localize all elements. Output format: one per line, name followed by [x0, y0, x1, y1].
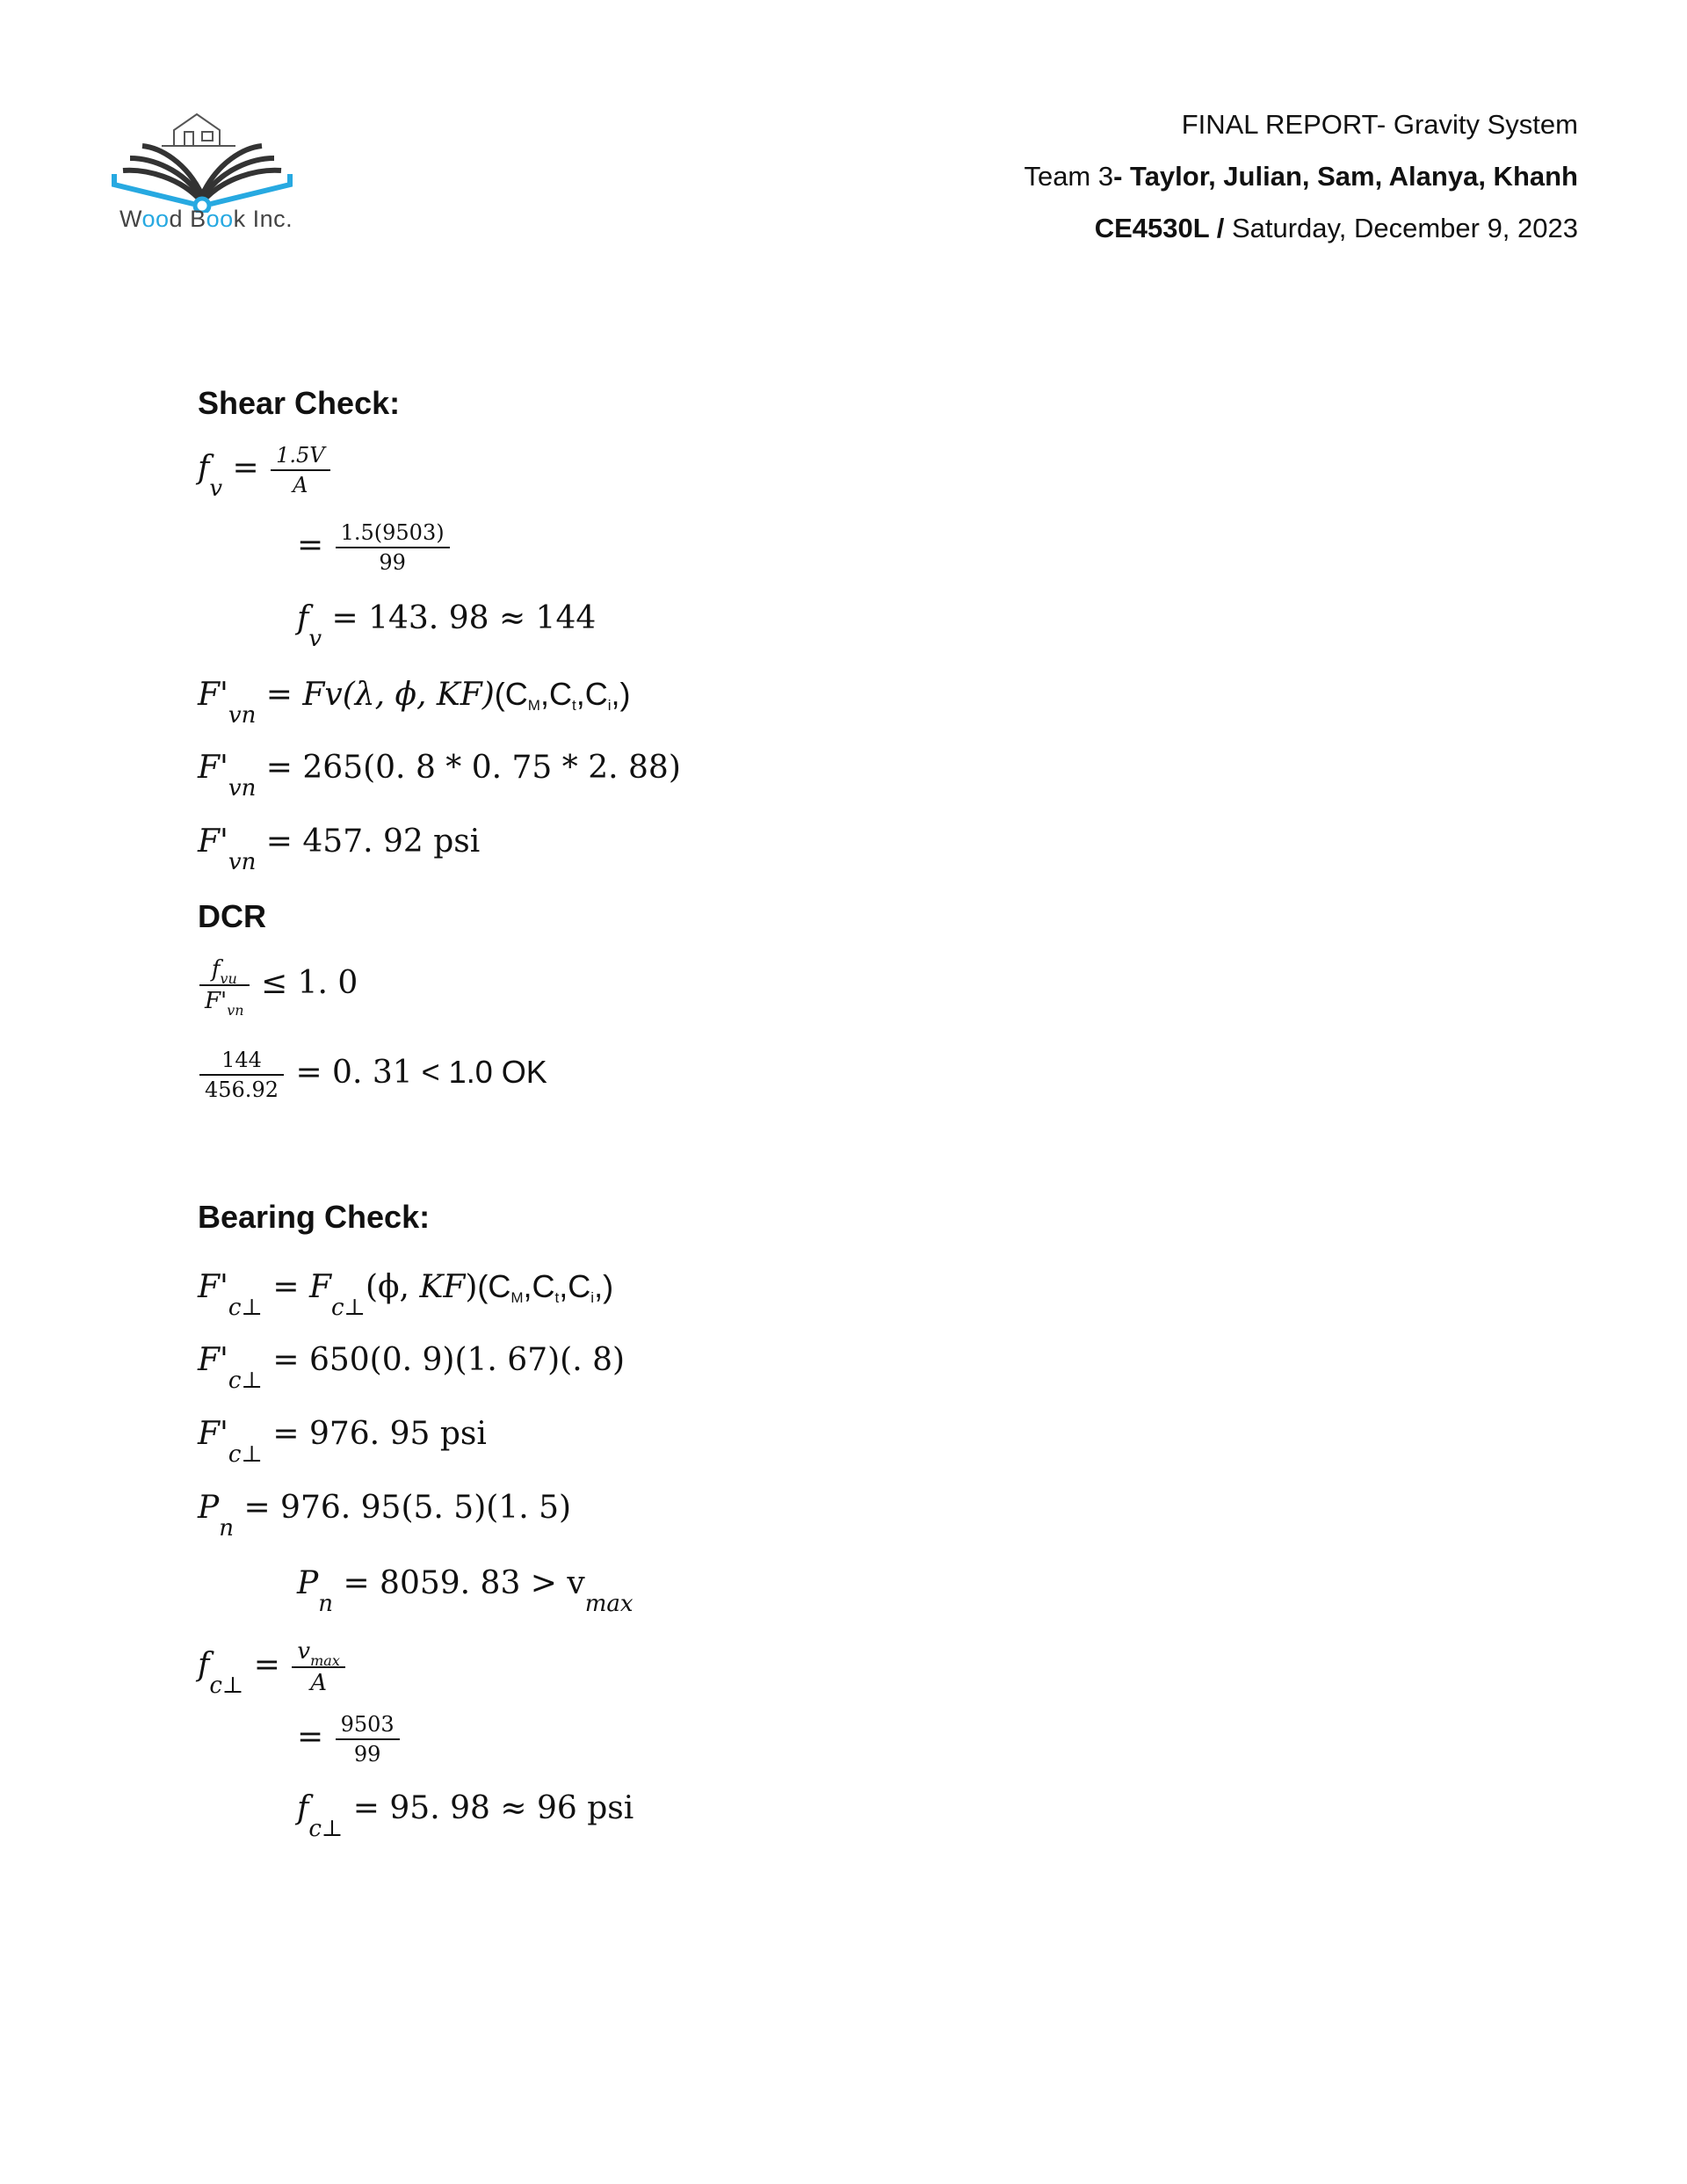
- fvn-formula: $F'_{vn} = Fv(\lambda$, ϕ, KF)(CM,Ct,Ci,): [198, 676, 631, 729]
- fc-formula: $F'_{c\perp} = F_{c\perp}(\phi$, KF)(CM,Ct,Ci,): [198, 1268, 614, 1321]
- team-line: Team 3- Taylor, Julian, Sam, Alanya, Khanh: [1024, 161, 1578, 192]
- fcv-formula: $f_{c\perp}$ = $\frac{v_{max}}{A}$: [198, 1640, 347, 1694]
- fc-values: $F'_{c\perp} = 650(0$. 9)(1. 67)(. 8): [198, 1342, 626, 1394]
- fv-substitution: = $\frac{1.5(9503)}{99}$: [297, 522, 452, 573]
- bearing-check-heading: Bearing Check:: [198, 1199, 431, 1235]
- fcv-substitution: = $\frac{9503}{99}$: [297, 1714, 402, 1765]
- open-book-house-icon: [111, 107, 295, 213]
- fvn-result: $F'_{vn} = 457$. 92 psi: [198, 824, 481, 875]
- dcr-inequality: $\frac{f_{vu}}{F'_{vn}}$ ≤ 1. 0: [198, 958, 358, 1012]
- fv-result: $f_v = 143$. 98 ≈ 144: [297, 600, 597, 652]
- dcr-heading: DCR: [198, 898, 266, 934]
- fcv-result: $f_{c\perp} = 95$. 98 ≈ 96 psi: [297, 1790, 634, 1842]
- pn-result: $P_n = 8059$. $83 > v_{max}$: [297, 1565, 634, 1617]
- dcr-result: $\frac{144}{456.92}$ = 0. 31 < 1.0 OK: [198, 1049, 547, 1100]
- shear-check-heading: Shear Check:: [198, 385, 401, 421]
- fc-result: $F'_{c\perp} = 976$. 95 psi: [198, 1416, 487, 1468]
- fv-formula: $f_v$ = $\frac{1.5V}{A}$: [198, 445, 332, 496]
- report-title: FINAL REPORT- Gravity System: [1181, 109, 1578, 140]
- logo-wordmark: Wood Book Inc.: [119, 206, 293, 232]
- course-date-line: CE4530L / Saturday, December 9, 2023: [1094, 213, 1578, 243]
- company-logo: [109, 107, 302, 239]
- fvn-values: $F'_{vn} = 265(0$. 8 * 0. 75 * 2. 88): [198, 750, 681, 802]
- pn-values: $P_n = 976$. 95(5. 5)(1. 5): [198, 1490, 572, 1542]
